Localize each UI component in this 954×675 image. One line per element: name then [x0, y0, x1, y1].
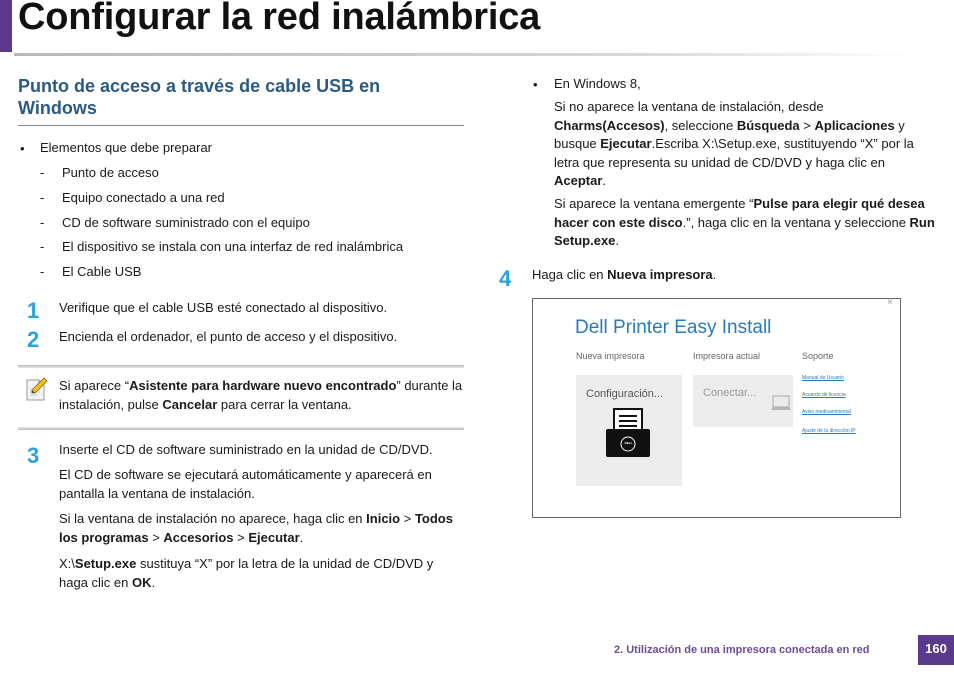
- step-2-text: Encienda el ordenador, el punto de acceso y el dispositivo.: [59, 329, 398, 344]
- link-ip-settings[interactable]: Ajuste de la dirección IP: [802, 428, 856, 434]
- page-title: Configurar la red inalámbrica: [18, 0, 541, 38]
- printer-icon: [604, 407, 652, 459]
- step-1-text: Verifique que el cable USB esté conectado al dispositivo.: [59, 300, 388, 315]
- setup-tile-label: Configuración...: [586, 388, 664, 400]
- win8-p2: Si aparece la ventana emergente “Pulse para elegir qué desea hacer con este disco.”, haga clic en la ventana y seleccione Run Setup.exe.: [554, 196, 935, 248]
- laptop-icon: [770, 392, 792, 414]
- title-divider: [14, 53, 912, 56]
- list-item: El Cable USB: [62, 264, 142, 279]
- list-item: CD de software suministrado con el equipo: [62, 215, 310, 230]
- note-bottom-border: [18, 427, 464, 430]
- step-number-1: 1: [27, 298, 40, 323]
- dash-marker: -: [40, 239, 45, 254]
- footer-chapter: 2. Utilización de una impresora conectada en red: [614, 644, 870, 656]
- dash-marker: -: [40, 215, 45, 230]
- dash-marker: -: [40, 190, 45, 205]
- win8-p1: Si no aparece la ventana de instalación, desde Charms(Accesos), seleccione Búsqueda > Aplicaciones y busque Ejecutar.Escriba X:\Setup.exe, sustituyendo “X” por la letra que representa su unidad de CD/DVD y haga clic en Aceptar.: [554, 99, 914, 188]
- list-item: El dispositivo se instala con una interfaz de red inalámbrica: [62, 239, 404, 254]
- step-3-p2: El CD de software se ejecutará automáticamente y aparecerá en pantalla la ventana de instalación.: [59, 467, 432, 501]
- step-number-2: 2: [27, 327, 40, 352]
- note-text: Si aparece “Asistente para hardware nuevo encontrado” durante la instalación, pulse Cancelar para cerrar la ventana.: [59, 378, 463, 412]
- dash-marker: -: [40, 165, 45, 180]
- dell-window-title: Dell Printer Easy Install: [575, 317, 772, 338]
- win8-bullet: En Windows 8,: [554, 76, 641, 91]
- list-item: Equipo conectado a una red: [62, 190, 225, 205]
- step-3-p1: Inserte el CD de software suministrado en la unidad de CD/DVD.: [59, 442, 433, 457]
- bullet-marker: •: [20, 141, 25, 156]
- step-number-4: 4: [499, 266, 512, 291]
- step-number-3: 3: [27, 443, 40, 468]
- connect-tile-label: Conectar...: [703, 387, 757, 399]
- close-icon[interactable]: ×: [887, 297, 893, 308]
- page-number: 160: [918, 635, 954, 665]
- note-pencil-icon: [24, 377, 48, 403]
- section-divider: [18, 125, 464, 126]
- link-environmental-notice[interactable]: Aviso medioambiental: [802, 409, 851, 415]
- bullet-marker: •: [533, 77, 538, 92]
- step-4-text: Haga clic en Nueva impresora.: [532, 267, 717, 282]
- title-accent-bar: [0, 0, 12, 52]
- dash-marker: -: [40, 264, 45, 279]
- tab-support[interactable]: Soporte: [802, 351, 834, 361]
- list-item: Punto de acceso: [62, 165, 159, 180]
- section-heading: Punto de acceso a través de cable USB en Windows: [18, 76, 381, 118]
- link-user-manual[interactable]: Manual de Usuario: [802, 375, 844, 381]
- note-top-border: [18, 365, 464, 368]
- step-3-p3: Si la ventana de instalación no aparece, haga clic en Inicio > Todos los programas > Accesorios > Ejecutar.: [59, 511, 453, 545]
- tab-current-printer[interactable]: Impresora actual: [693, 351, 761, 361]
- prep-intro: Elementos que debe preparar: [40, 140, 213, 155]
- link-license-agreement[interactable]: Acuerdo de licencia: [802, 392, 846, 398]
- step-3-p4: X:\Setup.exe sustituya “X” por la letra de la unidad de CD/DVD y haga clic en OK.: [59, 556, 434, 590]
- tab-new-printer[interactable]: Nueva impresora: [576, 351, 645, 361]
- dell-logo: DELL: [624, 441, 633, 445]
